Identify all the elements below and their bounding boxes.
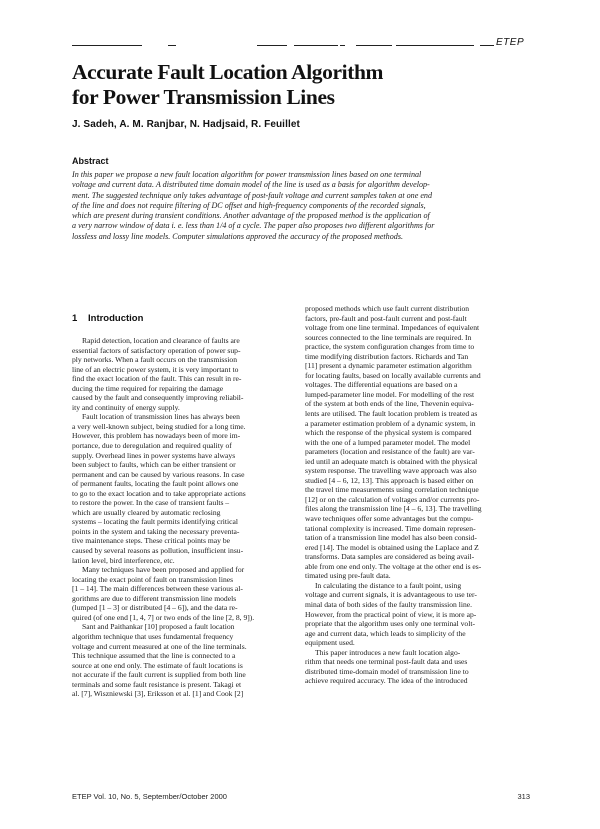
text-line: voltage and current measured at one of the line terminals. <box>72 641 247 651</box>
text-line: gorithms are due to different transmission line models <box>72 593 237 603</box>
text-line: parameters (location and resistance of the fault) are var- <box>305 447 475 457</box>
abstract-body <box>72 170 530 242</box>
text-line: lents are utilised. The fault location problem is treated as <box>305 409 478 419</box>
text-line: for locating faults, based on locally available currents and <box>305 370 481 380</box>
text-line: find the exact location of the fault. This can result in re- <box>72 374 242 384</box>
text-line: which the response of the physical system is compared <box>305 428 472 438</box>
text-line: minal data of both sides of the faulty transmission line. <box>305 599 473 609</box>
text-line: with the one of a lumped parameter model. The model <box>305 437 471 447</box>
text-line: of the line and does not require filtering of DC offset and high-frequency components of the recorded signals, <box>72 200 426 210</box>
text-line: However, from the practical point of view, it is more ap- <box>305 609 477 619</box>
text-line: a parameter estimation problem of a dynamic system, in <box>305 418 476 428</box>
text-line: line of an electric power system, it is very important to <box>72 364 239 374</box>
text-line: voltage and current data. A distributed time domain model of the line is used as a basis for algorithm develop- <box>72 180 430 190</box>
text-line: lumped-parameter line model. For modelling of the rest <box>305 389 475 399</box>
title-line: Accurate Fault Location Algorithm <box>72 60 384 84</box>
text-line: tational complexity is increased. Time domain represen- <box>305 523 476 533</box>
text-line: lossless and lossy line models. Computer simulations approved the accuracy of the proposed methods. <box>72 231 403 241</box>
text-line: which are usually cleared by automatic reclosing <box>72 507 221 517</box>
text-line: source at one end only. The estimate of fault locations is <box>72 660 243 670</box>
text-line: [1 – 14]. The main differences between these various al- <box>72 584 243 594</box>
text-line: quired (of one end [1, 4, 7] or two ends of the line [2, 8, 9]). <box>72 612 255 622</box>
section-title: Introduction <box>88 313 144 324</box>
text-line: transforms. Data samples are considered as being avail- <box>305 552 475 562</box>
text-line: This paper introduces a new fault location algo- <box>315 647 461 657</box>
text-line: ment. The suggested technique only takes advantage of post-fault voltage and current samples taken at one end <box>72 190 433 200</box>
text-line: practice, the system configuration changes from time to <box>305 342 475 352</box>
text-line: (lumped [1 – 3] or distributed [4 – 6]), and the data re- <box>72 603 238 613</box>
text-line: not accurate if the fault current is supplied from both line <box>72 670 246 680</box>
text-line: However, this problem has nowadays been of more im- <box>72 431 241 441</box>
text-line: ied until an adequate match is obtained with the physical <box>305 456 478 466</box>
text-line: Many techniques have been proposed and applied for <box>82 565 245 575</box>
text-line: a very narrow window of data i. e. less than 1/4 of a cycle. The paper also proposes two different algorithms for <box>72 221 435 231</box>
text-line: algorithm technique that uses fundamental frequency <box>72 631 234 641</box>
text-line: distributed time-domain model of transmission line to <box>305 666 469 676</box>
text-line: ered [14]. The model is obtained using the Laplace and Z <box>305 542 479 552</box>
text-line: points in the system and taking the necessary preventa- <box>72 526 240 536</box>
text-line: ply networks. When a fault occurs on the transmission <box>72 355 237 365</box>
text-line: which are present during transient conditions. Another advantage of the proposed method is the application of <box>72 211 430 221</box>
text-line: propriate that the algorithm uses only one terminal volt- <box>305 619 475 629</box>
header-rule <box>72 45 527 46</box>
text-line: equipment used. <box>305 638 355 648</box>
text-line: to go to the exact location and to take appropriate actions <box>72 488 246 498</box>
text-line: This technique assumed that the line is connected to a <box>72 651 236 661</box>
text-line: timated using pre-fault data. <box>305 571 391 581</box>
left-column <box>72 336 294 699</box>
text-line: factors, pre-fault and post-fault current and post-fault <box>305 313 467 323</box>
text-line: rithm that needs one terminal post-fault data and uses <box>305 657 468 667</box>
author-list: J. Sadeh, A. M. Ranjbar, N. Hadjsaid, R. Feuillet <box>72 119 300 130</box>
text-line: In calculating the distance to a fault point, using <box>315 580 462 590</box>
text-line: wave techniques offer some advantages but the compu- <box>305 514 474 524</box>
text-line: achieve required accuracy. The idea of the introduced <box>305 676 468 686</box>
text-line: supply. Overhead lines in power systems have always <box>72 450 236 460</box>
page-number: 313 <box>517 792 530 801</box>
text-line: [11] present a dynamic parameter estimation algorithm <box>305 361 472 371</box>
text-line: In this paper we propose a new fault location algorithm for power transmission lines based on one terminal <box>72 170 422 179</box>
text-line: lation level, bird interference, etc. <box>72 555 175 565</box>
right-column <box>305 304 527 686</box>
text-line: of permanent faults, locating the fault point allows one <box>72 479 239 489</box>
text-line: to restore the power. In the case of transient faults – <box>72 498 230 508</box>
text-line: sources connected to the line terminals are required. In <box>305 332 472 342</box>
text-line: caused by several reasons as pollution, insufficient insu- <box>72 546 244 556</box>
paper-title <box>72 60 532 110</box>
footer-citation: ETEP Vol. 10, No. 5, September/October 2000 <box>72 792 227 801</box>
text-line: system response. The travelling wave approach was also <box>305 466 477 476</box>
text-line: [12] or on the calculation of voltages and/or currents pro- <box>305 494 480 504</box>
text-line: Rapid detection, location and clearance of faults are <box>82 336 240 345</box>
text-line: caused by the fault and consequently improving reliabil- <box>72 393 244 403</box>
section-heading <box>72 313 143 324</box>
text-line: locating the exact point of fault on transmission lines <box>72 574 234 584</box>
text-line: tation of a transmission line model has also been consid- <box>305 533 477 543</box>
text-line: Sant and Paithankar [10] proposed a fault location <box>82 622 235 632</box>
text-line: studied [4 – 6, 12, 13]. This approach is based either on <box>305 475 474 485</box>
text-line: voltage from one line terminal. Impedances of equivalent <box>305 323 480 333</box>
text-line: the travel time measurements using correlation technique <box>305 485 479 495</box>
text-line: portance, due to deregulation and required quality of <box>72 441 232 451</box>
text-line: tive maintenance steps. These critical points may be <box>72 536 231 546</box>
text-line: permanent and can be caused by various reasons. In case <box>72 469 245 479</box>
text-line: al. [7], Wiszniewski [3], Eriksson et al. [1] and Cook [2] <box>72 689 244 699</box>
text-line: ity and continuity of energy supply. <box>72 402 180 412</box>
journal-tag: ETEP <box>496 37 525 48</box>
text-line: essential factors of satisfactory operation of power sup- <box>72 345 241 355</box>
title-line: for Power Transmission Lines <box>72 85 335 109</box>
text-line: age and current data, which leads to simplicity of the <box>305 628 466 638</box>
text-line: time modifying distribution factors. Richards and Tan <box>305 351 469 361</box>
text-line: systems – locating the fault permits identifying critical <box>72 517 238 527</box>
text-line: files along the transmission line [4 – 6, 13]. The travelling <box>305 504 482 514</box>
text-line: voltages. The differential equations are based on a <box>305 380 458 390</box>
abstract-heading: Abstract <box>72 156 109 166</box>
text-line: ducing the time required for repairing the damage <box>72 383 224 393</box>
text-line: terminals and some fault resistance is present. Takagi et <box>72 679 242 689</box>
page-footer <box>72 792 530 801</box>
section-number: 1 <box>72 313 78 324</box>
text-line: proposed methods which use fault current distribution <box>305 304 470 313</box>
text-line: voltage and current signals, it is advantageous to use ter- <box>305 590 477 600</box>
text-line: Fault location of transmission lines has always been <box>82 412 240 422</box>
text-line: able from one end only. The voltage at the other end is es- <box>305 561 482 571</box>
text-line: been subject to faults, which can be either transient or <box>72 460 236 470</box>
text-line: of the system at both ends of the line, Thevenin equiva- <box>305 399 474 409</box>
text-line: a very well-known subject, being studied for a long time. <box>72 421 246 431</box>
